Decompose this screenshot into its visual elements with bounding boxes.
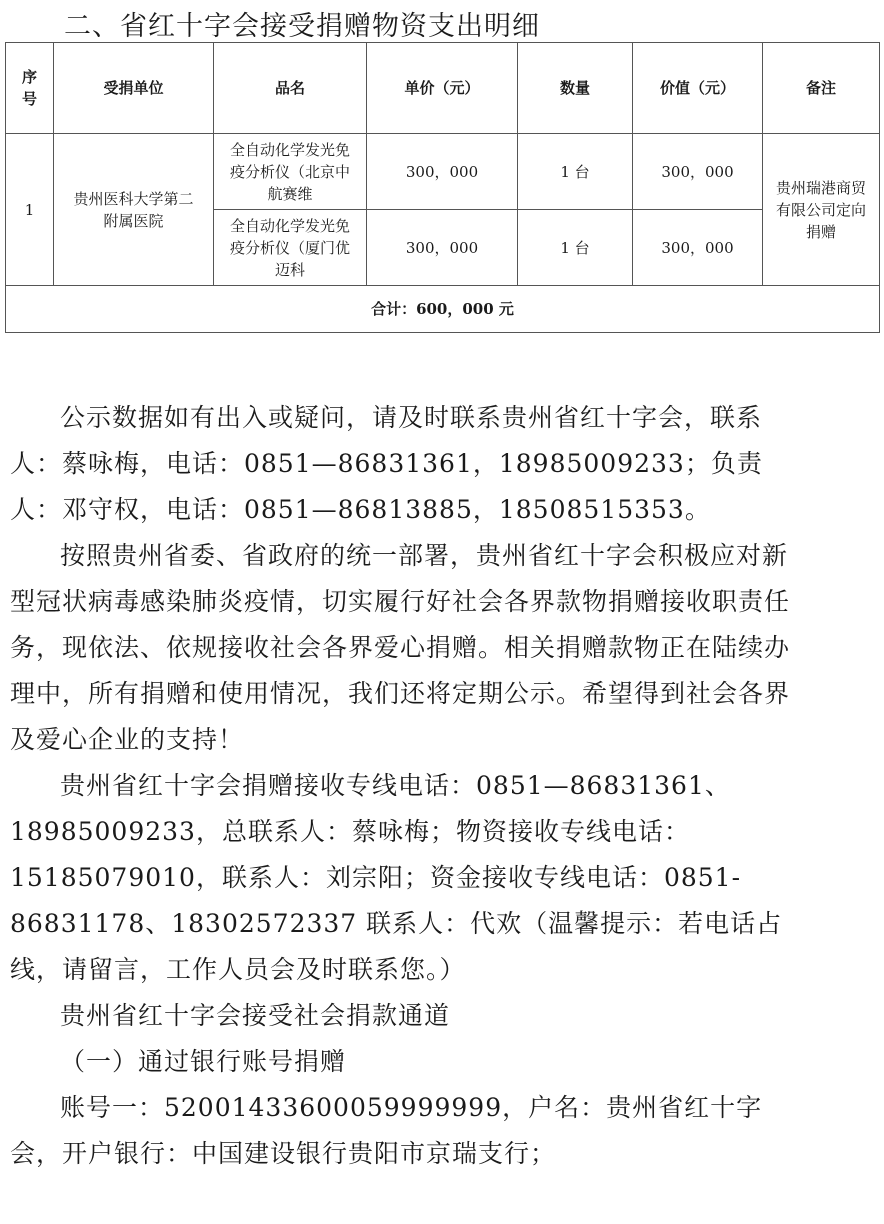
header-note: 备注 (763, 43, 880, 134)
header-item: 品名 (214, 43, 367, 134)
table-header-row (6, 43, 880, 134)
cell-item: 全自动化学发光免疫分析仪（厦门优迈科 (214, 210, 367, 286)
header-seq: 序号 (6, 43, 54, 134)
header-quantity: 数量 (518, 43, 633, 134)
header-unit-price: 单价（元） (367, 43, 518, 134)
bank-subheading: （一）通过银行账号捐赠 (60, 1047, 347, 1076)
cell-unit-price: 300，000 (367, 134, 518, 210)
donation-expenditure-table (5, 42, 880, 333)
policy-paragraph: 按照贵州省委、省政府的统一部署，贵州省红十字会积极应对新型冠状病毒感染肺炎疫情，切实履行好社会各界款物捐赠接收职责任务，现依法、依规接收社会各界爱心捐赠。相关捐赠款物正在陆续办理中，所有捐赠和使用情况，我们还将定期公示。希望得到社会各界及爱心企业的支持！ (10, 541, 791, 754)
contact-paragraph: 公示数据如有出入或疑问，请及时联系贵州省红十字会，联系人：蔡咏梅，电话：0851—86831361，18985009233；负责人：邓守权，电话：0851—86813885，18508515353。 (10, 403, 763, 524)
section-heading: 二、省红十字会接受捐赠物资支出明细 (64, 11, 540, 42)
table-total-row (6, 286, 880, 333)
cell-value: 300，000 (633, 134, 763, 210)
cell-total: 合计：600，000 元 (6, 286, 880, 333)
cell-quantity: 1 台 (518, 134, 633, 210)
channel-heading: 贵州省红十字会接受社会捐款通道 (60, 1001, 451, 1030)
hotline-paragraph: 贵州省红十字会捐赠接收专线电话：0851—86831361、18985009233，总联系人：蔡咏梅；物资接收专线电话：15185079010，联系人：刘宗阳；资金接收专线电话：0851-86831178、18302572337 联系人：代欢（温馨提示：若电话占线，请留言，工作人员会及时联系您。） (10, 771, 783, 984)
cell-quantity: 1 台 (518, 210, 633, 286)
cell-recipient: 贵州医科大学第二附属医院 (54, 134, 214, 286)
table-row (6, 134, 880, 210)
cell-unit-price: 300，000 (367, 210, 518, 286)
cell-item: 全自动化学发光免疫分析仪（北京中航赛维 (214, 134, 367, 210)
cell-note: 贵州瑞港商贸有限公司定向捐赠 (763, 134, 880, 286)
cell-value: 300，000 (633, 210, 763, 286)
header-value: 价值（元） (633, 43, 763, 134)
header-recipient: 受捐单位 (54, 43, 214, 134)
account-one-paragraph: 账号一：52001433600059999999，户名：贵州省红十字会，开户银行：中国建设银行贵阳市京瑞支行； (10, 1093, 763, 1168)
notice-body (10, 395, 800, 1177)
cell-seq: 1 (6, 134, 54, 286)
